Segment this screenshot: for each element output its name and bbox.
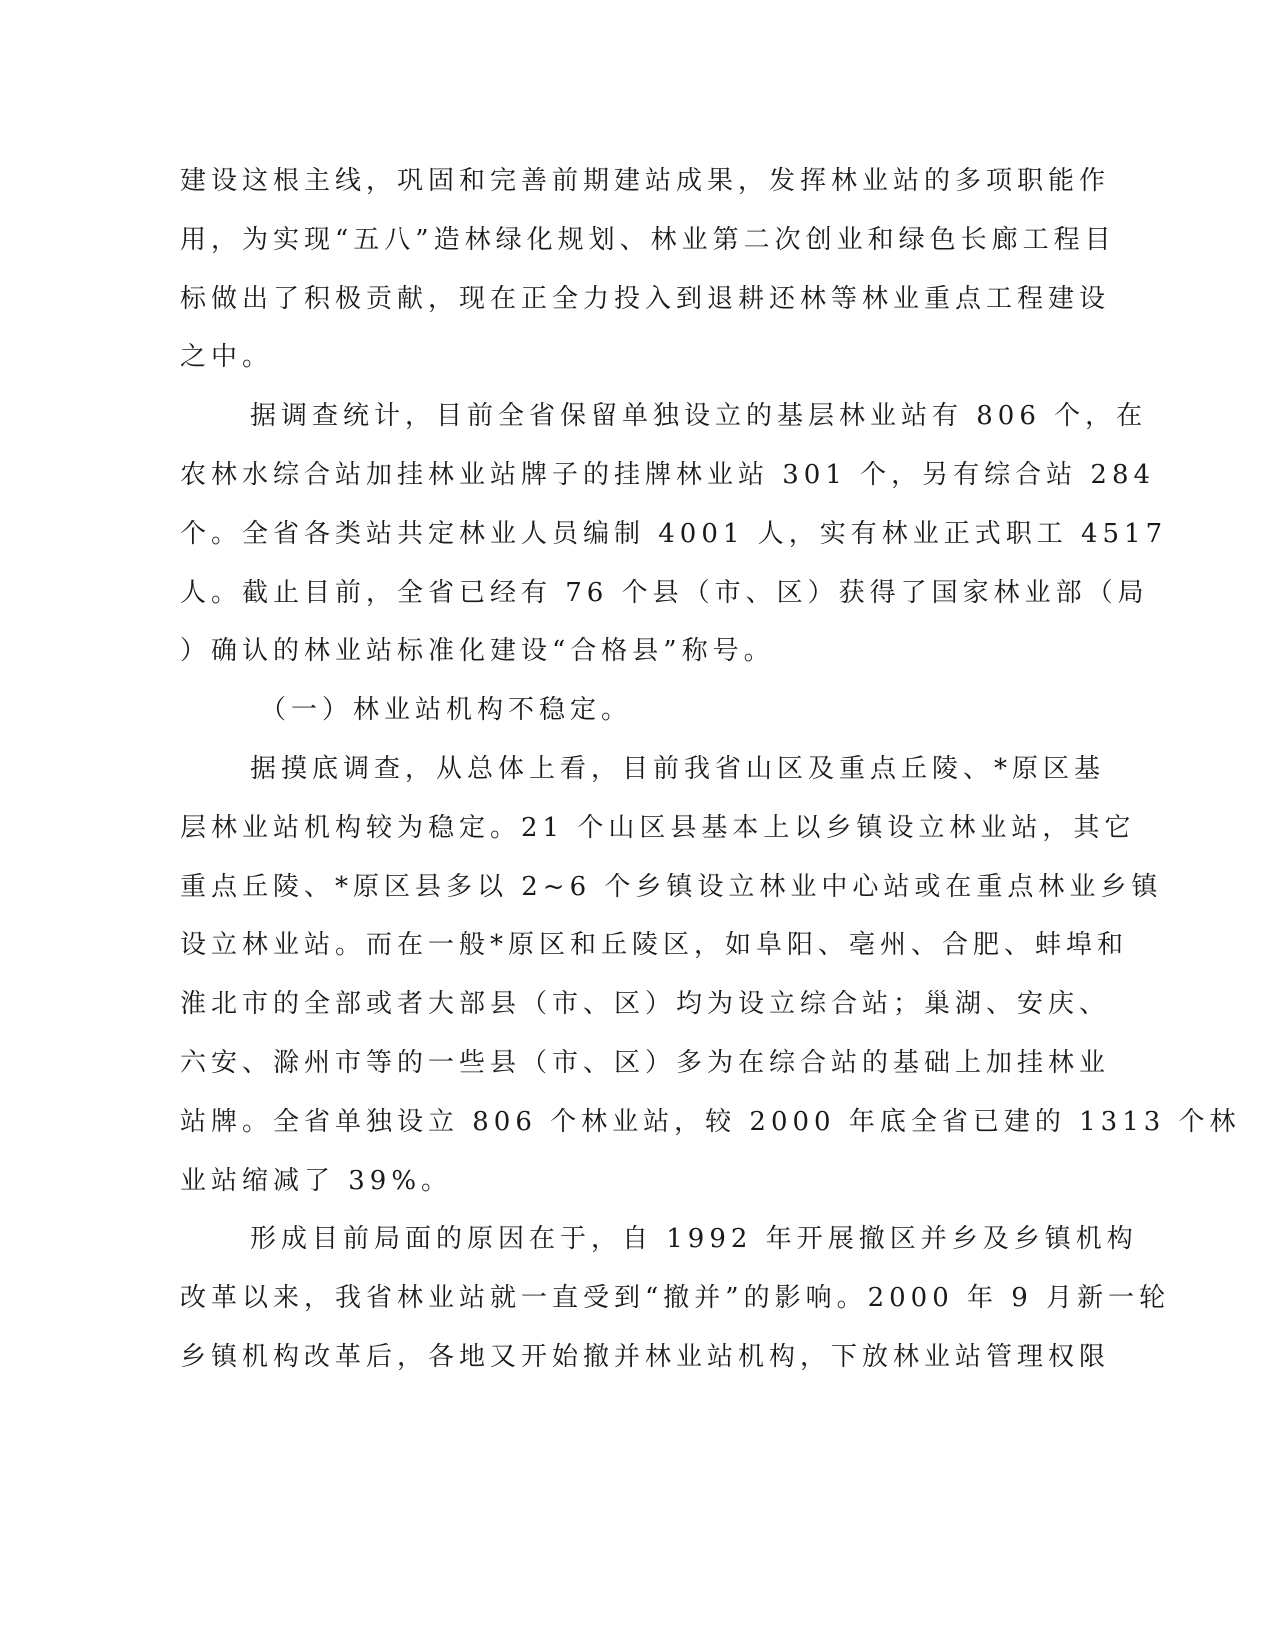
paragraph-statistics xyxy=(180,387,1168,681)
text-line: 个。全省各类站共定林业人员编制 4001 人，实有林业正式职工 4517 xyxy=(180,518,1168,549)
text-line: 标做出了积极贡献，现在正全力投入到退耕还林等林业重点工程建设 xyxy=(180,283,1111,314)
paragraph-continuation xyxy=(180,152,1116,387)
text-line: 层林业站机构较为稳定。21 个山区县基本上以乡镇设立林业站，其它 xyxy=(180,812,1136,843)
section-heading xyxy=(180,681,1036,740)
text-line: 用，为实现“五八”造林绿化规划、林业第二次创业和绿色长廊工程目 xyxy=(180,224,1116,255)
text-line: 六安、滁州市等的一些县（市、区）多为在综合站的基础上加挂林业 xyxy=(180,1047,1111,1078)
text-line: 农林水综合站加挂林业站牌子的挂牌林业站 301 个，另有综合站 284 xyxy=(180,459,1156,490)
text-line: ）确认的林业站标准化建设“合格县”称号。 xyxy=(180,636,775,667)
text-line: 淮北市的全部或者大部县（市、区）均为设立综合站；巢湖、安庆、 xyxy=(180,989,1111,1020)
text-line: 据摸底调查，从总体上看，目前我省山区及重点丘陵、*原区基 xyxy=(250,753,1106,784)
text-line: 建设这根主线，巩固和完善前期建站成果，发挥林业站的多项职能作 xyxy=(180,166,1111,196)
text-line: 乡镇机构改革后，各地又开始撤并林业站机构，下放林业站管理权限 xyxy=(180,1341,1111,1372)
text-line: 形成目前局面的原因在于，自 1992 年开展撤区并乡及乡镇机构 xyxy=(250,1224,1138,1255)
text-line: 设立林业站。而在一般*原区和丘陵区，如阜阳、亳州、合肥、蚌埠和 xyxy=(180,930,1129,961)
paragraph-causes xyxy=(180,1210,1171,1386)
paragraph-survey xyxy=(180,740,1241,1210)
heading-line: （一）林业站机构不稳定。 xyxy=(260,695,633,726)
text-line: 之中。 xyxy=(180,342,274,373)
document-body xyxy=(180,152,1241,1387)
text-line: 据调查统计，目前全省保留单独设立的基层林业站有 806 个，在 xyxy=(250,401,1148,432)
text-line: 重点丘陵、*原区县多以 2~6 个乡镇设立林业中心站或在重点林业乡镇 xyxy=(180,871,1163,902)
text-line: 站牌。全省单独设立 806 个林业站，较 2000 年底全省已建的 1313 个林 xyxy=(180,1106,1241,1137)
text-line: 业站缩减了 39%。 xyxy=(180,1165,453,1196)
text-line: 改革以来，我省林业站就一直受到“撤并”的影响。2000 年 9 月新一轮 xyxy=(180,1283,1171,1314)
text-line: 人。截止目前，全省已经有 76 个县（市、区）获得了国家林业部（局 xyxy=(180,577,1149,608)
